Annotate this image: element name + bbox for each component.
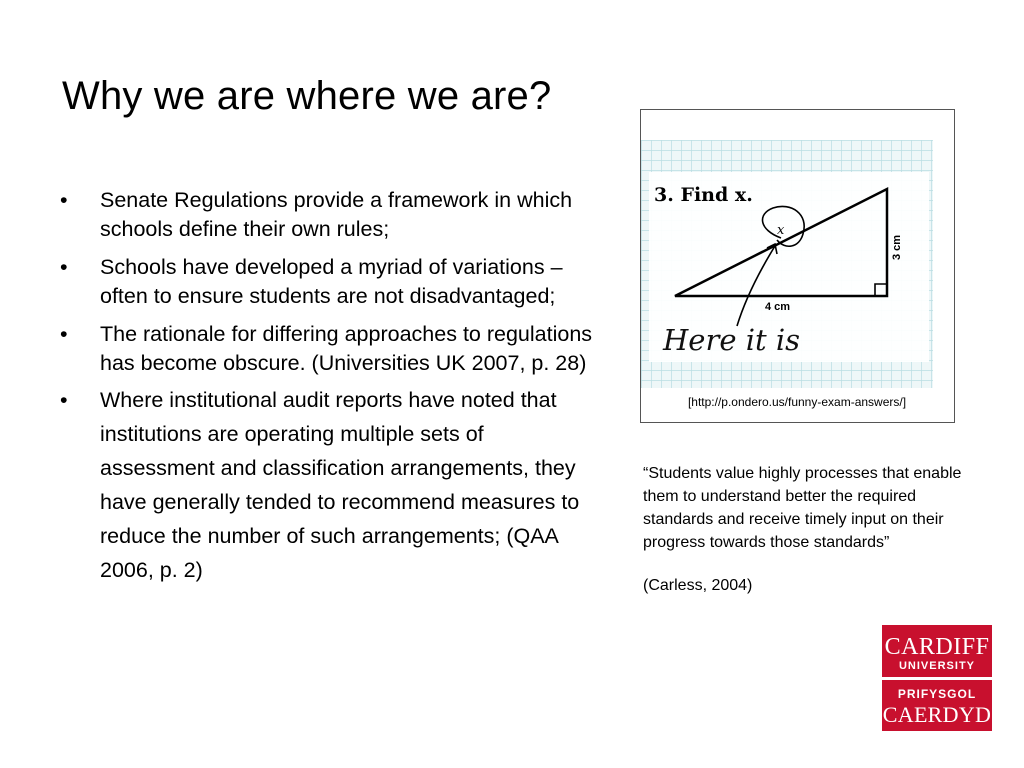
side-label: 3 cm [891,234,903,260]
slide-title: Why we are where we are? [62,74,552,118]
bullet-item [60,383,600,587]
quote-citation: (Carless, 2004) [643,577,753,594]
image-caption: [http://p.ondero.us/funny-exam-answers/] [687,395,907,409]
bullet-marker: • [60,188,68,212]
bullet-text: The rationale for differing approaches to regulations has become obscure. (Universities UK 2007, p. 28) [100,322,593,375]
bullet-marker: • [60,255,68,279]
handwritten-answer: Here it is [663,323,800,357]
bullet-text: Where institutional audit reports have noted that institutions are operating multiple sets of assessment and classification arrangements, they have generally tended to recommend measures to reduce the number of such arrangements; (QAA 2006, p. 2) [100,388,580,582]
bullet-marker: • [60,388,68,412]
quote-text: “Students value highly processes that enable them to understand better the required standards and receive timely input on their progress towards those standards” [643,465,962,551]
question-text: 3. Find x. [654,184,753,206]
bullet-list [60,186,600,596]
x-label: x [777,223,785,238]
base-label: 4 cm [765,301,791,313]
svg-text:CARDIFF: CARDIFF [884,634,990,660]
bullet-item [60,253,600,311]
svg-text:CAERDYD: CAERDYD [882,702,992,727]
bullet-item [60,186,600,244]
cardiff-university-logo [880,623,994,733]
quote-block [643,462,988,597]
bullet-marker: • [60,322,68,346]
exam-answer-drawing [641,110,954,422]
svg-text:UNIVERSITY: UNIVERSITY [898,660,976,672]
bullet-text: Senate Regulations provide a framework in which schools define their own rules; [100,188,573,241]
bullet-item [60,320,600,378]
svg-text:PRIFYSGOL: PRIFYSGOL [897,687,977,701]
bullet-text: Schools have developed a myriad of variations – often to ensure students are not disadvantaged; [100,255,563,308]
exam-answer-image [640,109,955,423]
